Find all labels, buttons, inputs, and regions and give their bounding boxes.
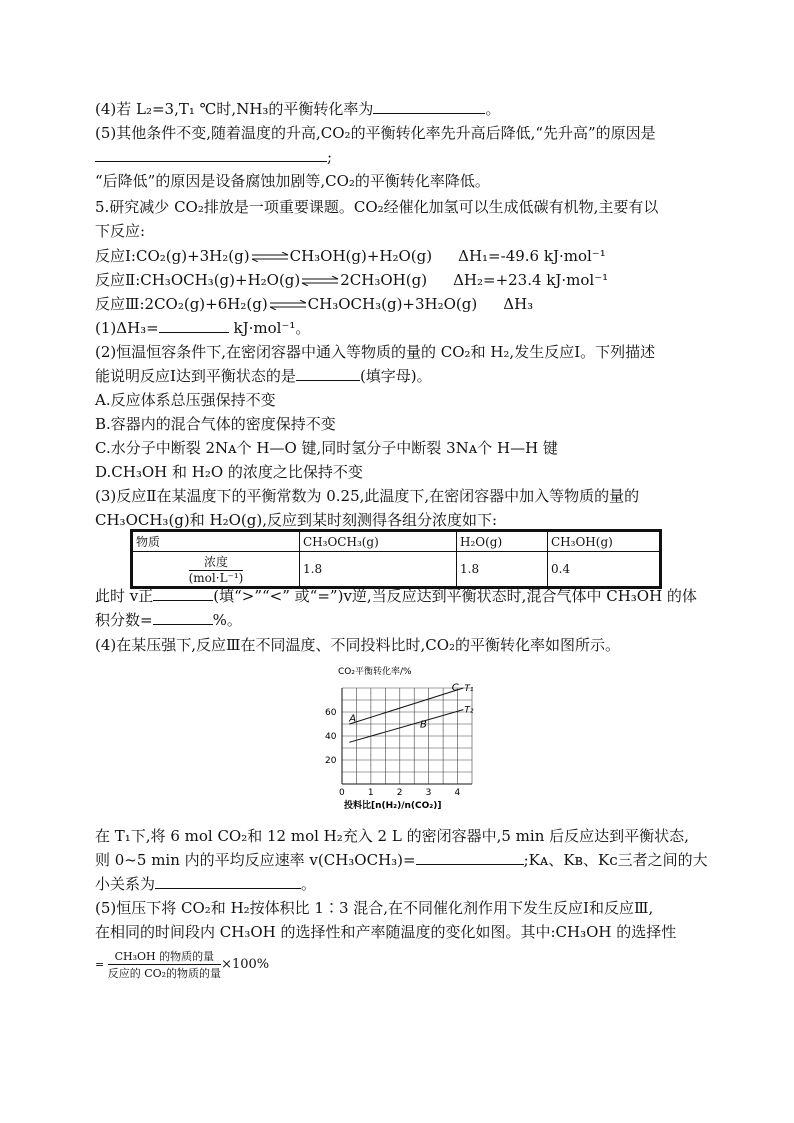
s4-l4a: 小关系为 [95, 875, 156, 893]
sel-den: 反应的 CO₂的物质的量 [107, 967, 222, 980]
option-d-text: D.CH₃OH 和 H₂O 的浓度之比保持不变 [95, 463, 363, 481]
s1-a: (1)ΔH₃= [95, 319, 159, 337]
selectivity-formula [95, 948, 269, 981]
equilibrium-arrow-icon [250, 252, 290, 262]
series-label: T₁ [464, 684, 474, 694]
s4-l4b: 。 [301, 875, 317, 893]
s4-l2: 在 T₁下,将 6 mol CO₂和 12 mol H₂充入 2 L 的密闭容器中,5 min 后反应达到平衡状态, [95, 827, 689, 845]
sub-question-3-line1 [95, 485, 639, 507]
row-label-top: 浓度 [189, 553, 244, 571]
equilibrium-arrow-icon [300, 276, 340, 286]
point-label: B [420, 719, 427, 731]
table-cell: 1.8 [300, 552, 457, 588]
table-row [132, 531, 661, 552]
answer-blank[interactable] [153, 610, 213, 625]
sub-question-3-line2 [95, 509, 497, 531]
s3-l1: (3)反应Ⅱ在某温度下的平衡常数为 0.25,此温度下,在密闭容器中加入等物质的量的 [95, 487, 640, 505]
s3-l4a: 积分数= [95, 611, 153, 629]
option-b [95, 413, 336, 435]
sub-question-4-line2 [95, 825, 689, 847]
sub-question-5-line2 [95, 921, 676, 943]
s5-l1: (5)恒压下将 CO₂和 H₂按体积比 1∶3 混合,在不同催化剂作用下发生反应Ⅰ和反应Ⅲ, [95, 899, 654, 917]
x-tick-label: 2 [396, 788, 403, 798]
sel-eq: = [95, 958, 105, 971]
table-cell: 0.4 [548, 552, 661, 588]
s4-l1: (4)在某压强下,反应Ⅲ在不同温度、不同投料比时,CO₂的平衡转化率如图所示。 [95, 636, 621, 654]
s4-l3b: ;Kᴀ、Kʙ、Kᴄ三者之间的大 [523, 851, 708, 869]
sub-question-2-line1 [95, 341, 655, 363]
sub-question-1 [95, 317, 310, 339]
sub-question-3-line4 [95, 609, 242, 631]
p5-intro1-text: 5.研究减少 CO₂排放是一项重要课题。CO₂经催化加氢可以生成低碳有机物,主要有以 [95, 198, 659, 216]
point-label: C [451, 682, 459, 694]
reaction-3 [95, 293, 533, 315]
sub-question-4-line4 [95, 873, 316, 895]
s4-l3a: 则 0~5 min 内的平均反应速率 v(CH₃OCH₃)= [95, 851, 416, 869]
y-tick-label: 60 [325, 708, 337, 718]
table-header: H₂O(g) [457, 531, 548, 552]
answer-blank[interactable] [416, 850, 524, 865]
option-c [95, 437, 558, 459]
q5-end: ; [327, 148, 333, 166]
chart-title: CO₂平衡转化率/% [338, 667, 412, 677]
conversion-chart [320, 662, 490, 817]
option-d [95, 461, 363, 483]
x-tick-label: 3 [425, 788, 432, 798]
sub-question-3-line3 [95, 585, 697, 607]
option-a [95, 389, 276, 411]
table-row [132, 552, 661, 588]
q4-text: (4)若 L₂=3,T₁ ℃时,NH₃的平衡转化率为 [95, 100, 374, 118]
q4-end: 。 [485, 100, 501, 118]
s2-l2b: (填字母)。 [359, 367, 432, 385]
unit-fraction [189, 553, 244, 585]
x-axis-label: 投料比[n(H₂)/n(CO₂)] [344, 801, 442, 811]
s3-l3b: (填“>”“<” 或“=”)v逆,当反应达到平衡状态时,混合气体中 CH₃OH 的体 [213, 587, 697, 605]
reaction-2 [95, 269, 608, 291]
r2-left: 反应Ⅱ:CH₃OCH₃(g)+H₂O(g) [95, 271, 301, 289]
r1-right: CH₃OH(g)+H₂O(g) [289, 247, 433, 265]
point-label: A [349, 713, 357, 725]
r3-dh: ΔH₃ [503, 295, 534, 313]
y-tick-label: 40 [325, 732, 337, 742]
p5-intro2 [95, 220, 145, 242]
x-tick-label: 0 [339, 788, 345, 798]
q5-line1 [95, 122, 656, 144]
option-c-text: C.水分子中断裂 2Nᴀ个 H—O 键,同时氢分子中断裂 3Nᴀ个 H—H 键 [95, 439, 558, 457]
answer-blank[interactable] [155, 874, 301, 889]
sel-tail: ×100% [221, 957, 270, 972]
s2-l2a: 能说明反应Ⅰ达到平衡状态的是 [95, 367, 296, 385]
q5-line2 [95, 146, 332, 168]
answer-blank[interactable] [95, 147, 327, 162]
sub-question-2-line2 [95, 365, 432, 387]
s3-l2: CH₃OCH₃(g)和 H₂O(g),反应到某时刻测得各组分浓度如下: [95, 511, 498, 529]
reaction-1 [95, 245, 606, 267]
p5-intro1 [95, 196, 658, 218]
r2-right: 2CH₃OH(g) [340, 271, 428, 289]
row-label-bottom: (mol·L⁻¹) [188, 571, 244, 585]
option-a-text: A.反应体系总压强保持不变 [95, 391, 276, 409]
s5-l2: 在相同的时间段内 CH₃OH 的选择性和产率随温度的变化如图。其中:CH₃OH 的选择性 [95, 923, 677, 941]
series-line [349, 710, 463, 743]
q5-line3 [95, 170, 490, 192]
sub-question-4-line3 [95, 849, 708, 871]
table-header: 物质 [132, 531, 300, 552]
q5-text3: “后降低”的原因是设备腐蚀加剧等,CO₂的平衡转化率降低。 [95, 172, 490, 190]
concentration-table [130, 529, 662, 589]
r3-left: 反应Ⅲ:2CO₂(g)+6H₂(g) [95, 295, 268, 313]
series-label: T₂ [464, 705, 474, 716]
r2-dh: ΔH₂=+23.4 kJ·mol⁻¹ [453, 271, 609, 289]
r1-dh: ΔH₁=-49.6 kJ·mol⁻¹ [458, 247, 606, 265]
s2-l1: (2)恒温恒容条件下,在密闭容器中通入等物质的量的 CO₂和 H₂,发生反应Ⅰ。下列描述 [95, 343, 656, 361]
q5-text: (5)其他条件不变,随着温度的升高,CO₂的平衡转化率先升高后降低,“先升高”的原因是 [95, 124, 656, 142]
sub-question-5-line1 [95, 897, 653, 919]
x-tick-label: 1 [367, 788, 374, 798]
table-cell: 1.8 [457, 552, 548, 588]
s3-l4b: %。 [212, 611, 242, 629]
answer-blank[interactable] [159, 318, 229, 333]
answer-blank[interactable] [296, 366, 360, 381]
sel-num: CH₃OH 的物质的量 [108, 948, 221, 965]
s3-l3a: 此时 v正 [95, 587, 154, 605]
selectivity-fraction [108, 948, 221, 981]
y-tick-label: 20 [325, 756, 337, 766]
answer-blank[interactable] [373, 99, 485, 114]
p5-intro2-text: 下反应: [95, 222, 146, 240]
equilibrium-arrow-icon [268, 300, 308, 310]
table-row-label [132, 552, 300, 588]
s1-b: kJ·mol⁻¹。 [233, 319, 311, 337]
x-tick-label: 4 [454, 788, 461, 798]
answer-blank[interactable] [153, 586, 213, 601]
r1-left: 反应Ⅰ:CO₂(g)+3H₂(g) [95, 247, 250, 265]
r3-right: CH₃OCH₃(g)+3H₂O(g) [307, 295, 478, 313]
q4-line [95, 98, 500, 120]
sub-question-4-line1 [95, 634, 620, 656]
table-header: CH₃OH(g) [548, 531, 661, 552]
series-line [349, 688, 463, 724]
table-header: CH₃OCH₃(g) [300, 531, 457, 552]
option-b-text: B.容器内的混合气体的密度保持不变 [95, 415, 336, 433]
